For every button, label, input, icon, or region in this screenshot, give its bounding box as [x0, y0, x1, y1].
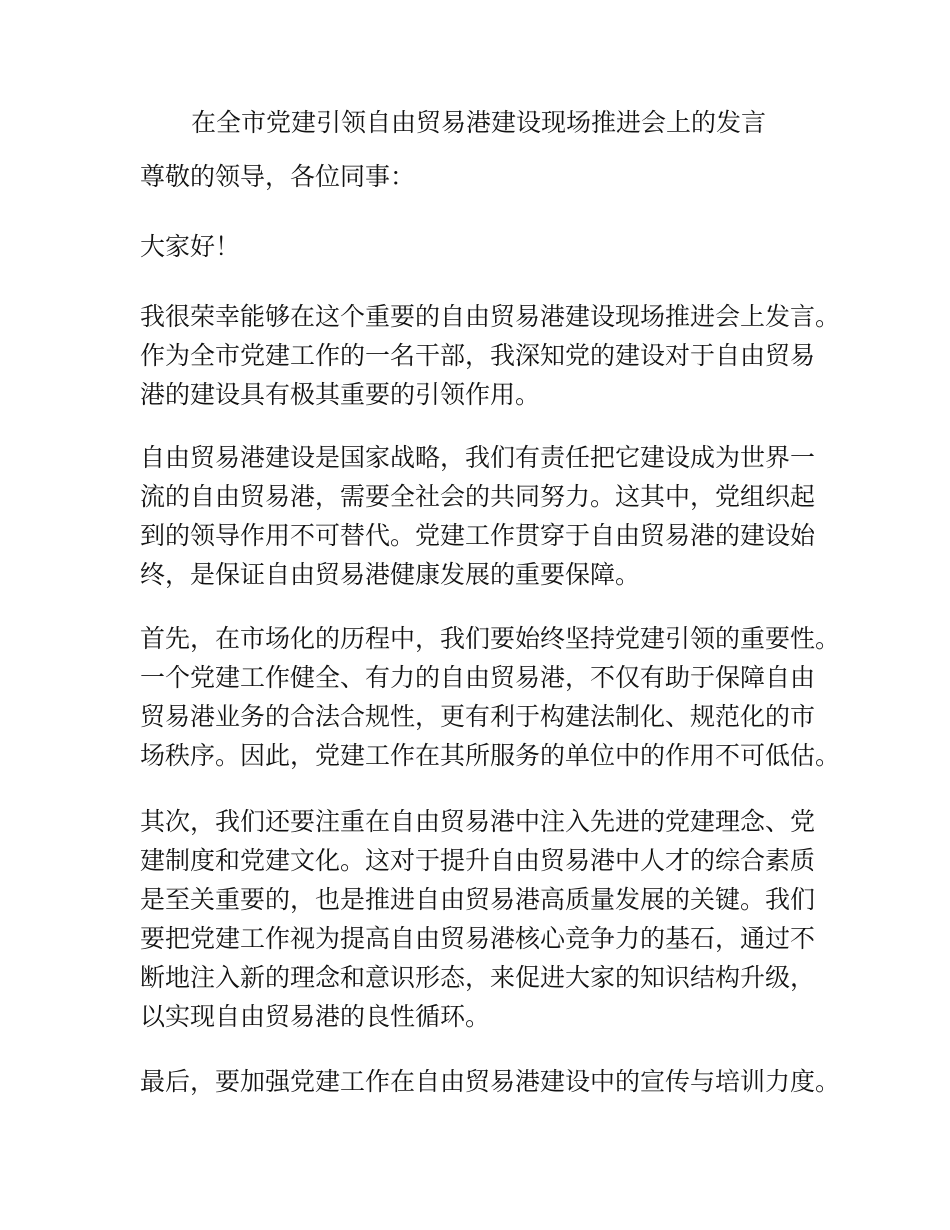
paragraph-line: 建制度和党建文化。这对于提升自由贸易港中人才的综合素质 — [140, 846, 816, 875]
greeting-line: 大家好！ — [140, 232, 241, 261]
paragraph-line: 首先，在市场化的历程中，我们要始终坚持党建引领的重要性。 — [140, 624, 841, 653]
paragraph-line: 最后，要加强党建工作在自由贸易港建设中的宣传与培训力度。 — [140, 1067, 841, 1096]
paragraph-line: 要把党建工作视为提高自由贸易港核心竞争力的基石，通过不 — [140, 924, 816, 953]
paragraph-line: 是至关重要的，也是推进自由贸易港高质量发展的关键。我们 — [140, 885, 816, 914]
paragraph-line: 以实现自由贸易港的良性循环。 — [140, 1002, 491, 1031]
paragraph-line: 终，是保证自由贸易港健康发展的重要保障。 — [140, 560, 641, 589]
paragraph-line: 作为全市党建工作的一名干部，我深知党的建设对于自由贸易 — [140, 341, 816, 370]
paragraph-line: 流的自由贸易港，需要全社会的共同努力。这其中，党组织起 — [140, 482, 816, 511]
paragraph-line: 场秩序。因此，党建工作在其所服务的单位中的作用不可低估。 — [140, 741, 841, 770]
paragraph-line: 到的领导作用不可替代。党建工作贯穿于自由贸易港的建设始 — [140, 521, 816, 550]
paragraph-line: 自由贸易港建设是国家战略，我们有责任把它建设成为世界一 — [140, 443, 816, 472]
paragraph-1 — [140, 297, 840, 414]
salutation-line: 尊敬的领导，各位同事： — [140, 162, 416, 191]
paragraph-line: 我很荣幸能够在这个重要的自由贸易港建设现场推进会上发言。 — [140, 302, 841, 331]
paragraph-2 — [140, 438, 840, 594]
paragraph-line: 贸易港业务的合法合规性，更有利于构建法制化、规范化的市 — [140, 702, 816, 731]
paragraph-line: 其次，我们还要注重在自由贸易港中注入先进的党建理念、党 — [140, 807, 816, 836]
paragraph-line: 一个党建工作健全、有力的自由贸易港，不仅有助于保障自由 — [140, 663, 816, 692]
greeting — [140, 227, 840, 266]
paragraph-line: 断地注入新的理念和意识形态，来促进大家的知识结构升级， — [140, 963, 816, 992]
paragraph-4 — [140, 802, 840, 1036]
salutation — [140, 157, 840, 196]
paragraph-5 — [140, 1062, 840, 1101]
document-title: 在全市党建引领自由贸易港建设现场推进会上的发言 — [191, 108, 767, 137]
paragraph-3 — [140, 619, 840, 775]
paragraph-line: 港的建设具有极其重要的引领作用。 — [140, 380, 541, 409]
